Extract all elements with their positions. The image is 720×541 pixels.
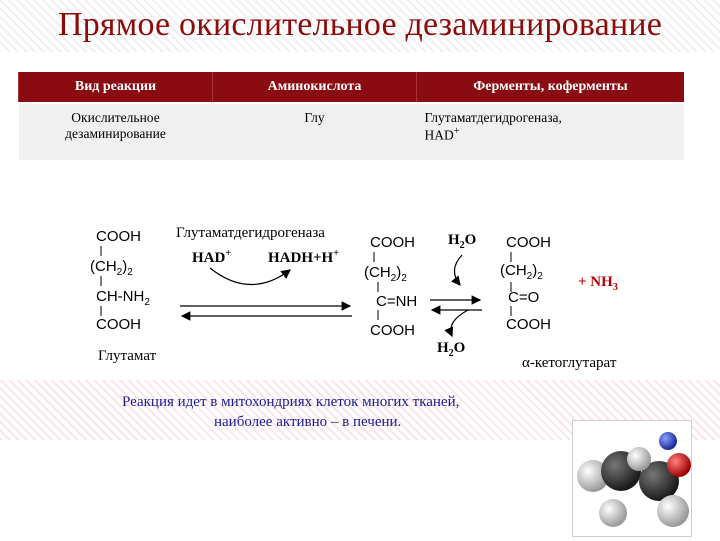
ketoglutarate-name: α-кетоглутарат [522,355,617,371]
header-enzymes: Ферменты, коферменты [417,72,685,103]
cell-amino-acid: Глу [213,103,417,160]
ketoglutarate-cooh-top: COOH [506,234,551,251]
ketoglutarate-cooh-bottom: COOH [506,316,551,333]
glutamate-ch2: $(CH_2)_2$ [90,258,133,278]
header-reaction-type: Вид реакции [19,72,213,103]
reaction-type-line2: дезаминирование [65,126,166,141]
glutamate-ch-nh2: $CH-NH_2$ [96,288,150,308]
water-bottom: $H_2O$ [437,340,466,359]
water-top: $H_2O$ [448,232,477,251]
molecule-balls [573,421,691,536]
note-line2: наиболее активно – в печени. [214,414,402,430]
note-line1: Реакция идет в митохондриях клеток многих тканей, [122,394,460,410]
intermediate-ch2: $(CH_2)_2$ [364,264,407,284]
intermediate-cooh-bottom: COOH [370,322,415,339]
molecule-model-image [572,420,692,537]
glutamate-name: Глутамат [98,348,157,364]
ketoglutarate-ch2: $(CH_2)_2$ [500,262,543,282]
enzymes-line2-sup: + [453,126,460,137]
ketoglutarate-co: C=O [508,289,540,306]
intermediate-cnh: C=NH [376,293,418,310]
nh3-product: + $NH_3$ [578,274,618,293]
reaction-type-line1: Окислительное [71,110,160,125]
enzymes-line1: Глутаматдегидрогеназа, [424,110,562,125]
nad-label: HAD+ [192,248,232,266]
intermediate-cooh-top: COOH [370,234,415,251]
nadh-label: HADH+H+ [268,248,339,266]
glutamate-cooh-top: COOH [96,228,141,245]
enzymes-line2: HAD [424,127,454,143]
enzyme-label: Глутаматдегидрогеназа [176,225,325,241]
glutamate-cooh-bottom: COOH [96,316,141,333]
page-title: Прямое окислительное дезаминирование [57,6,663,43]
header-amino-acid: Аминокислота [213,72,417,103]
